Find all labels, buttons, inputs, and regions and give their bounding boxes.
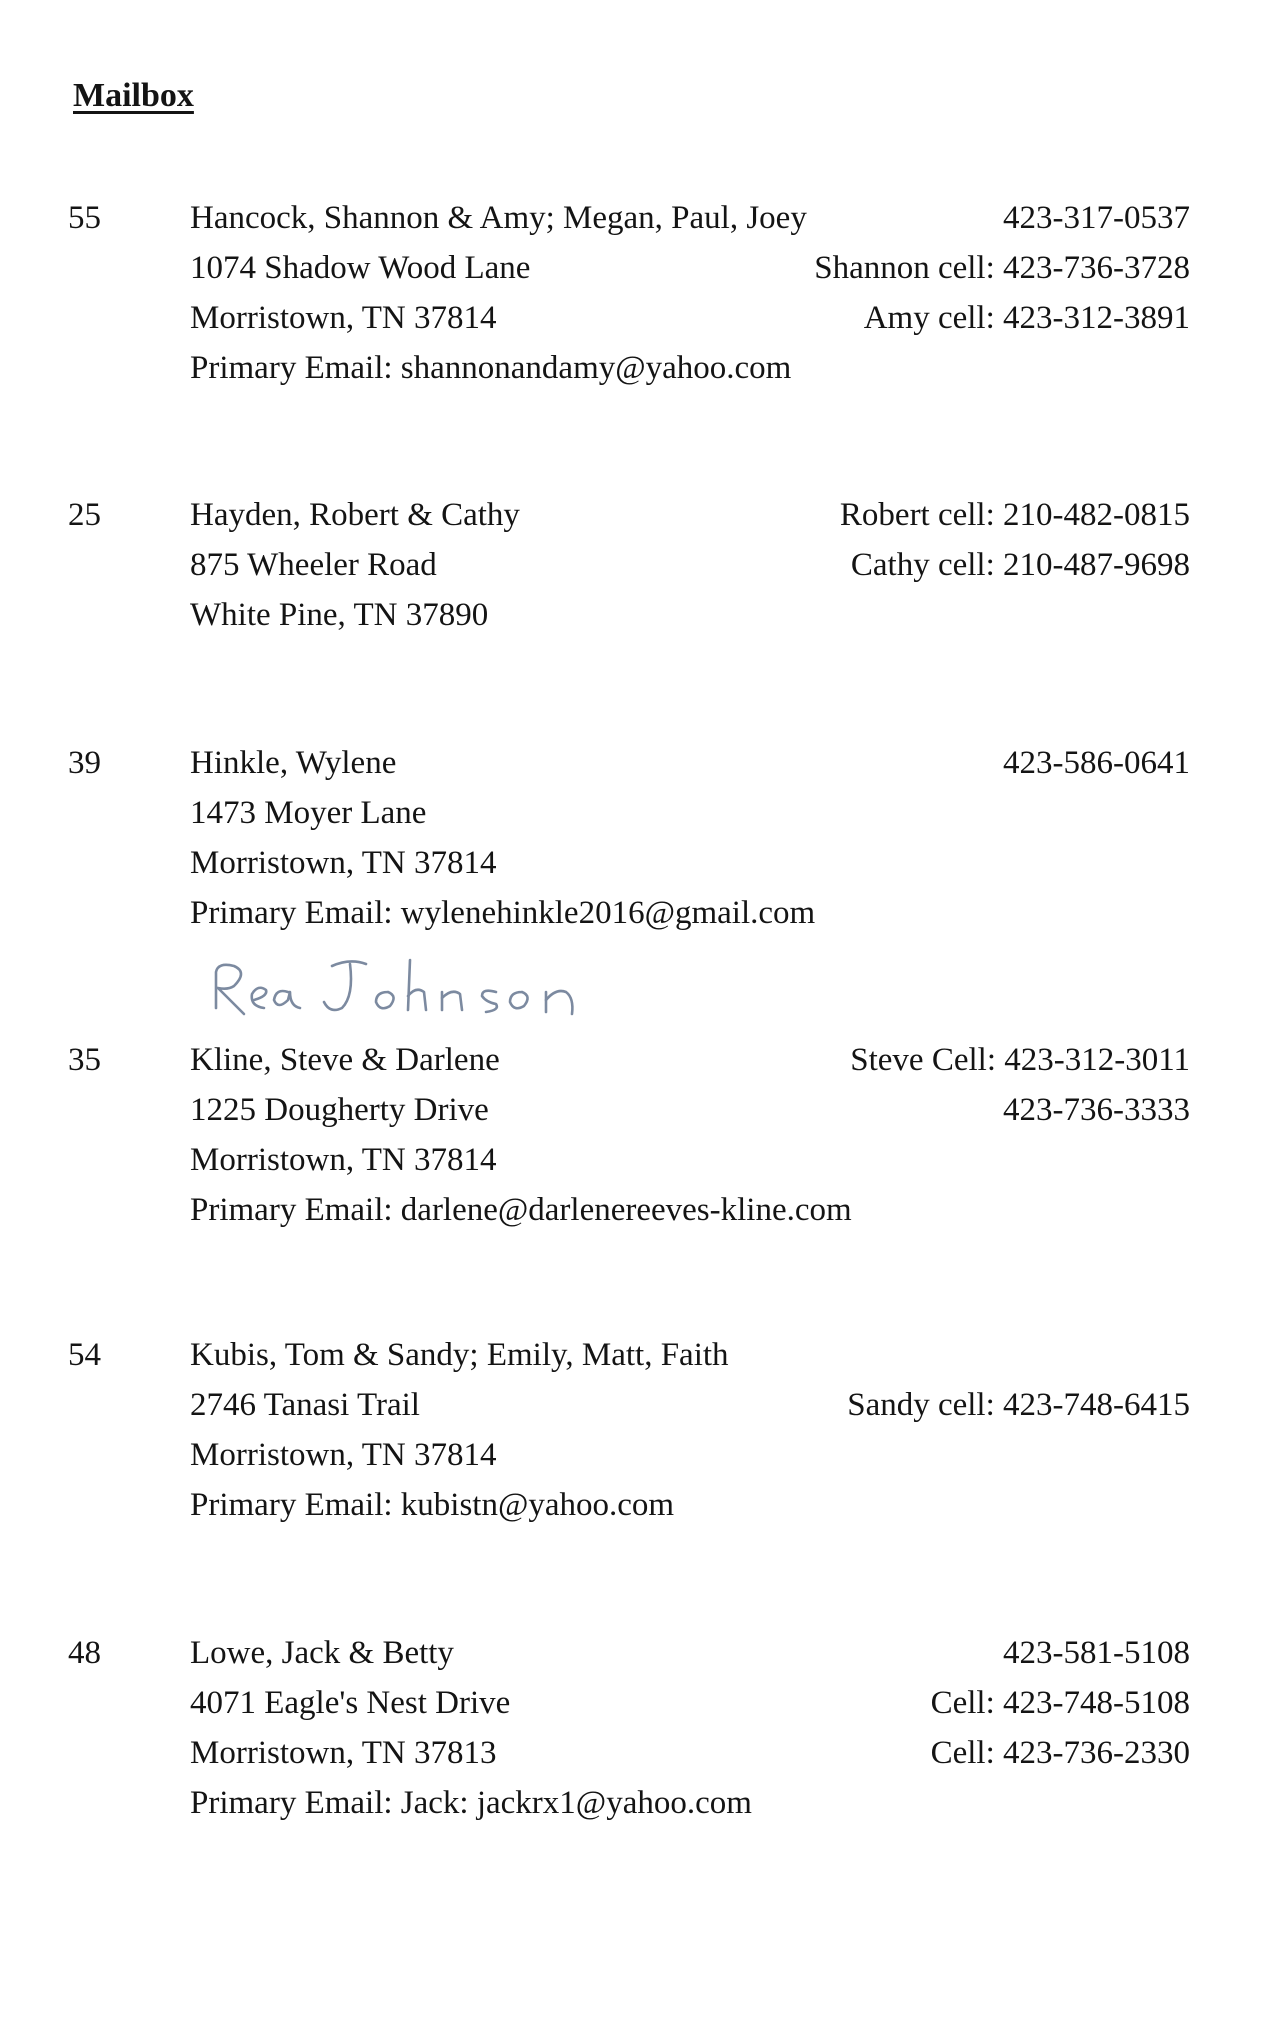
entry-line <box>190 1380 1190 1430</box>
entry-phone: Robert cell: 210-482-0815 <box>839 497 1190 533</box>
entry-line-text: Primary Email: kubistn@yahoo.com <box>190 1487 675 1523</box>
entry-line-text: Morristown, TN 37813 <box>190 1735 497 1771</box>
entry-line <box>190 490 1190 540</box>
entry-line <box>190 888 1190 938</box>
entry-lines <box>190 738 1190 938</box>
entry-line <box>190 1035 1190 1085</box>
entry-phone: Cathy cell: 210-487-9698 <box>850 547 1190 583</box>
entry-line-text: Hayden, Robert & Cathy <box>190 497 520 533</box>
entry-line <box>190 1430 1190 1480</box>
entry-line-text: Kline, Steve & Darlene <box>190 1042 500 1078</box>
mailbox-number: 25 <box>68 497 101 533</box>
entry-line-text: Primary Email: darlene@darlenereeves-kline.com <box>190 1192 852 1228</box>
entry-line-text: Primary Email: Jack: jackrx1@yahoo.com <box>190 1785 752 1821</box>
entry-lines <box>190 1628 1190 1828</box>
entry-line-text: Morristown, TN 37814 <box>190 1142 497 1178</box>
entry-line-text: Hinkle, Wylene <box>190 745 397 781</box>
entry-line <box>190 1085 1190 1135</box>
entry-line <box>190 1628 1190 1678</box>
entry-line-text: Morristown, TN 37814 <box>190 1437 497 1473</box>
entry-line <box>190 1330 1190 1380</box>
entry-line <box>190 540 1190 590</box>
entry-lines <box>190 193 1190 393</box>
entry-line-text: 875 Wheeler Road <box>190 547 437 583</box>
entry-line-text: 1074 Shadow Wood Lane <box>190 250 531 286</box>
entry-line-text: 1225 Dougherty Drive <box>190 1092 489 1128</box>
handwritten-note <box>204 948 594 1028</box>
mailbox-number: 55 <box>68 200 101 236</box>
entry-line <box>190 1135 1190 1185</box>
entry-line-text: Primary Email: wylenehinkle2016@gmail.com <box>190 895 816 931</box>
page-title: Mailbox <box>73 77 194 114</box>
mailbox-number: 39 <box>68 745 101 781</box>
entry-phone: 423-317-0537 <box>1003 200 1190 236</box>
entry-line-text: 4071 Eagle's Nest Drive <box>190 1685 511 1721</box>
entry-phone: Cell: 423-748-5108 <box>930 1685 1190 1721</box>
entry-phone: Shannon cell: 423-736-3728 <box>814 250 1190 286</box>
entry-lines <box>190 490 1190 640</box>
entry-line-text: Hancock, Shannon & Amy; Megan, Paul, Joey <box>190 200 807 236</box>
entry-phone: Cell: 423-736-2330 <box>930 1735 1190 1771</box>
entry-line <box>190 193 1190 243</box>
entry-line <box>190 1728 1190 1778</box>
mailbox-number: 48 <box>68 1635 101 1671</box>
entry-phone: Steve Cell: 423-312-3011 <box>850 1042 1190 1078</box>
entry-lines <box>190 1035 1190 1235</box>
entry-line-text: Kubis, Tom & Sandy; Emily, Matt, Faith <box>190 1337 729 1373</box>
entry-line <box>190 788 1190 838</box>
entry-line <box>190 738 1190 788</box>
entry-phone: 423-586-0641 <box>1003 745 1190 781</box>
entry-line-text: 2746 Tanasi Trail <box>190 1387 420 1423</box>
entry-phone: 423-736-3333 <box>1003 1092 1190 1128</box>
entry-line-text: Lowe, Jack & Betty <box>190 1635 454 1671</box>
entry-line <box>190 1778 1190 1828</box>
entry-line <box>190 1678 1190 1728</box>
entry-line-text: 1473 Moyer Lane <box>190 795 427 831</box>
entry-phone: Sandy cell: 423-748-6415 <box>847 1387 1190 1423</box>
entry-line <box>190 1480 1190 1530</box>
entry-line <box>190 243 1190 293</box>
entry-line-text: Morristown, TN 37814 <box>190 300 497 336</box>
mailbox-number: 35 <box>68 1042 101 1078</box>
entry-line-text: Morristown, TN 37814 <box>190 845 497 881</box>
entry-line <box>190 838 1190 888</box>
entry-line <box>190 293 1190 343</box>
entry-phone: Amy cell: 423-312-3891 <box>863 300 1190 336</box>
entry-line <box>190 590 1190 640</box>
entry-lines <box>190 1330 1190 1530</box>
entry-line-text: Primary Email: shannonandamy@yahoo.com <box>190 350 792 386</box>
mailbox-number: 54 <box>68 1337 101 1373</box>
entry-phone: 423-581-5108 <box>1003 1635 1190 1671</box>
entry-line <box>190 1185 1190 1235</box>
entry-line-text: White Pine, TN 37890 <box>190 597 489 633</box>
entry-line <box>190 343 1190 393</box>
